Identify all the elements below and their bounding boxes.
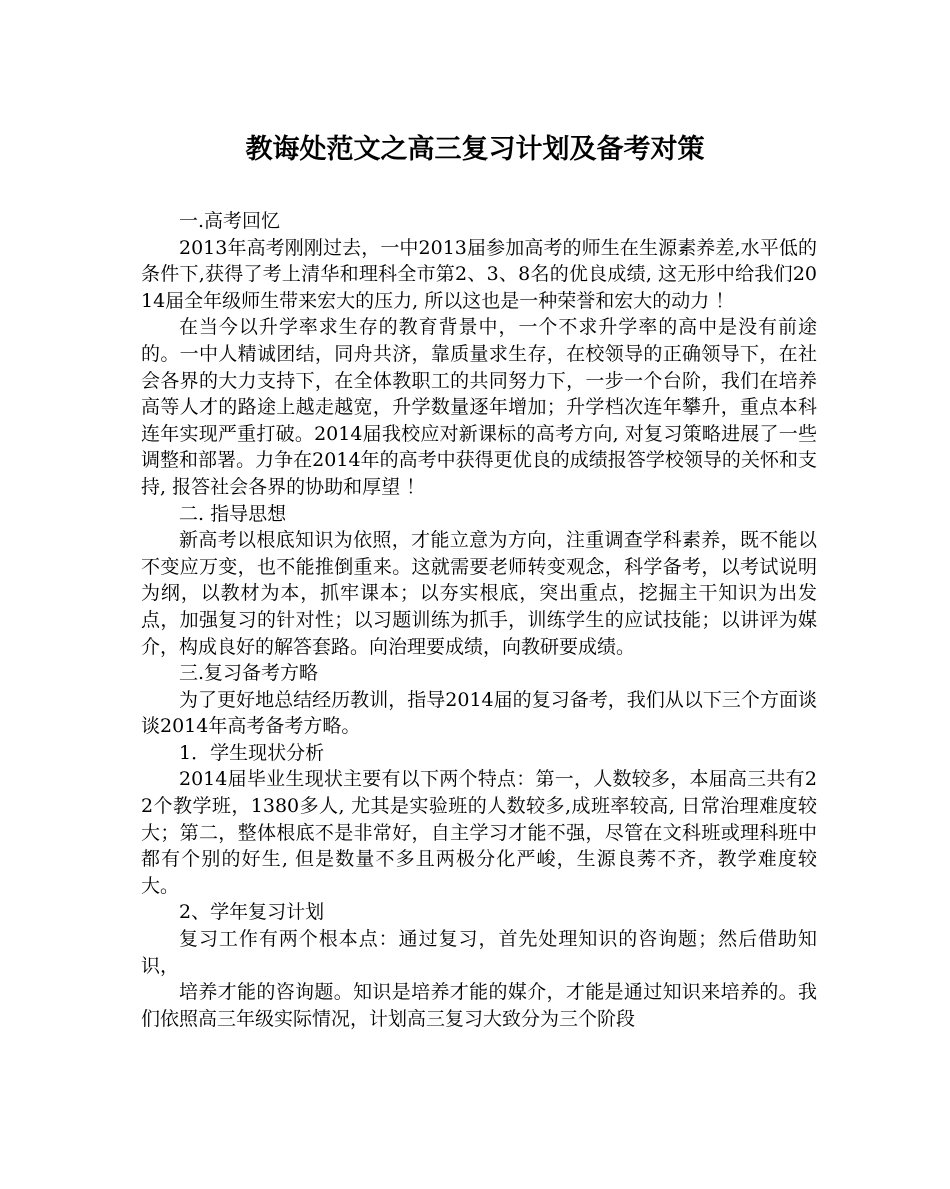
paragraph: 复习工作有两个根本点：通过复习，首先处理知识的咨询题；然后借助知识，: [141, 928, 817, 977]
section-heading-guiding-thought: 二. 指导思想: [179, 502, 287, 525]
paragraph: 2013年高考刚刚过去，一中2013届参加高考的师生在生源素养差,水平低的条件下,获得了考上清华和理科全市第2、3、8名的优良成绩, 这无形中给我们2014届全年级师生带来宏大的压力, 所以这也是一种荣誉和宏大的动力 ！: [141, 236, 817, 312]
section-heading-strategy: 三.复习备考方略: [179, 662, 319, 685]
subsection-heading-review-plan: 2、学年复习计划: [179, 901, 325, 924]
section-heading-review: 一.高考回忆: [179, 210, 281, 232]
document-body: [141, 208, 817, 1032]
paragraph: 在当今以升学率求生存的教育背景中，一个不求升学率的高中是没有前途的。一中人精诚团结，同舟共济，靠质量求生存，在校领导的正确领导下，在社会各界的大力支持下，在全体教职工的共同努力下，一步一个台阶，我们在培养高等人才的路途上越走越宽，升学数量逐年增加；升学档次连年攀升，重点本科连年实现严重打破。2014届我校应对新课标的高考方向, 对复习策略进展了一些调整和部署。力争在2014年的高考中获得更优良的成绩报答学校领导的关怀和支持, 报答社会各界的协助和厚望 ！: [141, 316, 817, 498]
paragraph: 为了更好地总结经历教训，指导2014届的复习备考，我们从以下三个方面谈谈2014年高考备考方略。: [141, 688, 817, 738]
paragraph: 新高考以根底知识为依照，才能立意为方向，注重调查学科素养，既不能以不变应万变，也不能推倒重来。这就需要老师转变观念，科学备考，以考试说明为纲，以教材为本，抓牢课本；以夯实根底，突出重点，挖掘主干知识为出发点，加强复习的针对性；以习题训练为抓手，训练学生的应试技能；以讲评为媒介，构成良好的解答套路。向治理要成绩，向教研要成绩。: [141, 529, 817, 658]
document-title: 教诲处范文之高三复习计划及备考对策: [245, 134, 705, 165]
paragraph: 培养才能的咨询题。知识是培养才能的媒介，才能是通过知识来培养的。我们依照高三年级实际情况，计划高三复习大致分为三个阶段: [141, 981, 817, 1030]
paragraph: 2014届毕业生现状主要有以下两个特点：第一，人数较多，本届高三共有22个教学班，1380多人, 尤其是实验班的人数较多,成班率较高, 日常治理难度较大；第二，整体根底不是非常好，自主学习才能不强，尽管在文科班或理科班中都有个别的好生, 但是数量不多且两极分化严峻，生源良莠不齐，教学难度较大。: [141, 768, 817, 897]
subsection-heading-student-analysis: 1．学生现状分析: [179, 741, 325, 764]
